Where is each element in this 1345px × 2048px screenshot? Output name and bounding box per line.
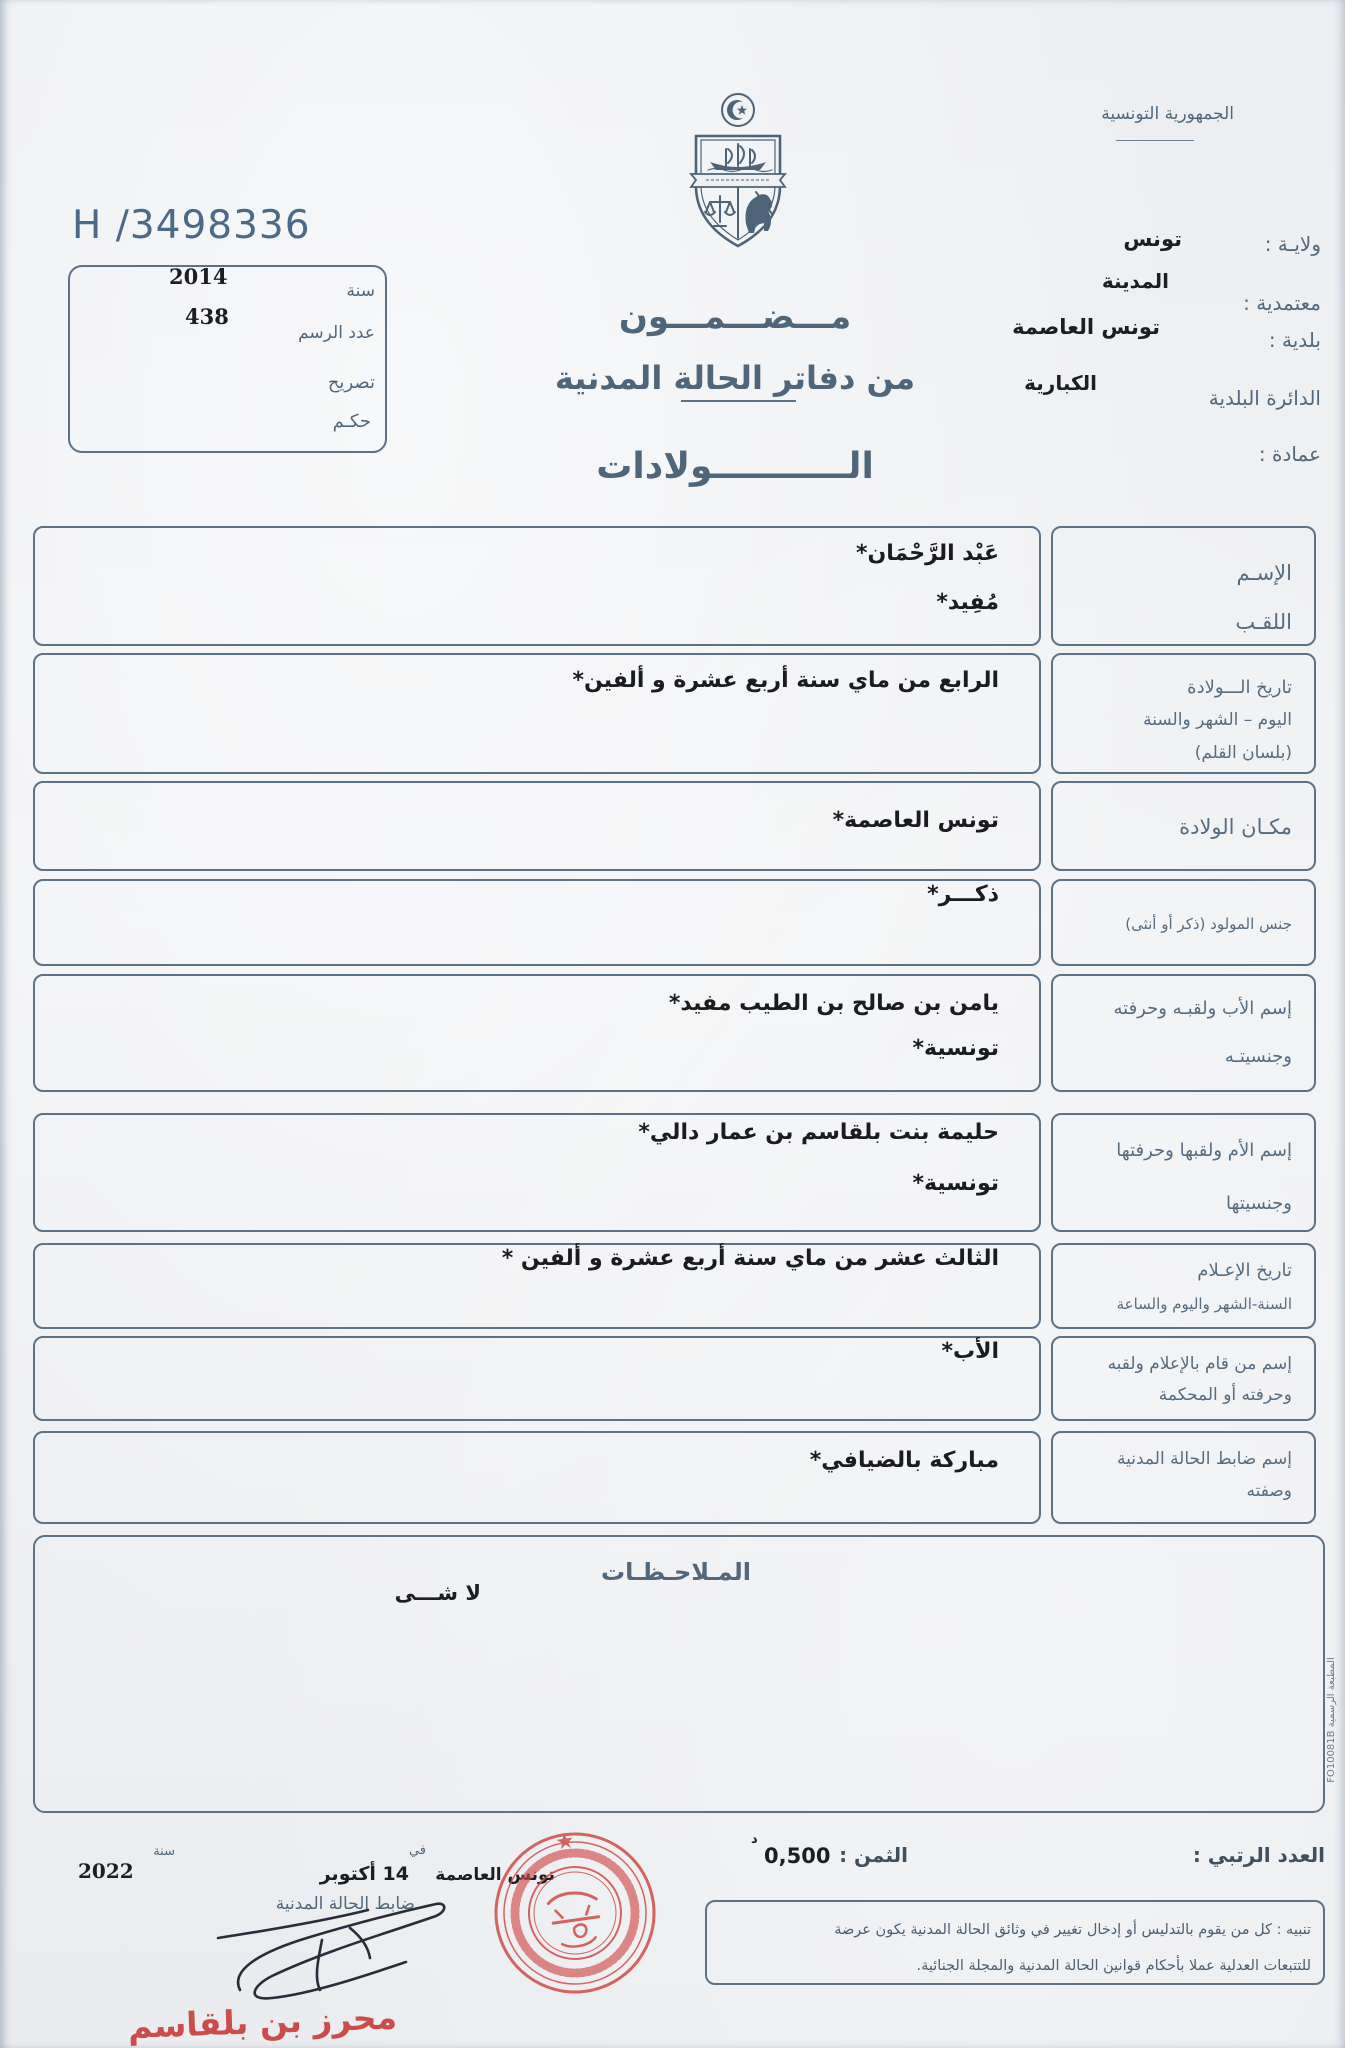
birth-date-value: الرابع من ماي سنة أربع عشرة و ألفين* (572, 668, 999, 693)
delegation-label: معتمدية : (1243, 291, 1321, 315)
field-birth-place-value-box (33, 781, 1041, 871)
section-title-births: الـــــــــــولادات (596, 446, 874, 487)
field-sex-label-box (1051, 879, 1316, 966)
declarant-value: الأب* (941, 1339, 999, 1364)
first-name-value: عَبْد الرَّحْمَان* (855, 541, 999, 566)
price-label: الثمن : (839, 1843, 908, 1867)
governorate-label: ولايـة : (1264, 232, 1321, 256)
mother-label: إسم الأم ولقبها وحرفتها (1116, 1140, 1292, 1161)
official-stamp (481, 1819, 668, 2006)
father-label: إسم الأب ولقبـه وحرفته (1113, 998, 1292, 1019)
issue-date-prefix: في (408, 1843, 426, 1858)
field-registrar-label-box (1051, 1431, 1316, 1524)
field-birth-date-value-box (33, 653, 1041, 774)
district-value: الكبارية (1024, 371, 1097, 395)
declarant-label: إسم من قام بالإعلام ولقبه (1107, 1354, 1292, 1374)
republic-heading: الجمهورية التونسية (1101, 104, 1234, 124)
field-birth-place-label-box (1051, 781, 1316, 871)
registrar-label: إسم ضابط الحالة المدنية (1117, 1449, 1292, 1469)
mother-nationality-label: وجنسيتها (1226, 1193, 1292, 1214)
issue-place: تونس العاصمة (435, 1865, 555, 1885)
governorate-value: تونس (1123, 227, 1182, 251)
surname-value: مُفِيد* (936, 590, 999, 615)
district-label: الدائرة البلدية (1208, 386, 1321, 410)
heading-underline (1116, 140, 1194, 141)
remarks-box (33, 1535, 1325, 1813)
issue-date: 14 أكتوبر (319, 1863, 409, 1885)
field-declaration-date-label-box (1051, 1243, 1316, 1329)
register-year-label: سنة (346, 281, 375, 301)
field-father-label-box (1051, 974, 1316, 1092)
price-value: 0,500 (764, 1844, 831, 1868)
declaration-date-sublabel: السنة-الشهر واليوم والساعة (1116, 1295, 1292, 1313)
remarks-label: المـلاحـظـات (601, 1558, 751, 1586)
remarks-value: لا شـــى (394, 1581, 481, 1605)
issue-year: 2022 (78, 1859, 134, 1883)
title-registers: من دفاتر الحالة المدنية (554, 359, 916, 397)
sex-value: ذكـــر* (927, 882, 999, 907)
father-nationality-label: وجنسيتـه (1224, 1046, 1292, 1067)
sex-label: جنس المولود (ذكر أو أنثى) (1125, 915, 1292, 933)
officer-name-stamp: محرز بن بلقاسم (127, 1997, 398, 2046)
field-birth-date-label-box (1051, 653, 1316, 774)
mother-nationality-value: تونسية* (912, 1171, 999, 1196)
title-underline (681, 400, 796, 402)
birth-date-note: (بلسان القلم) (1194, 743, 1292, 763)
birth-place-label: مكـان الولادة (1179, 815, 1292, 839)
declaration-label: تصريح (327, 372, 375, 393)
mother-name-value: حليمة بنت بلقاسم بن عمار دالي* (638, 1120, 999, 1145)
issue-year-label: سنة (153, 1844, 175, 1859)
field-mother-value-box (33, 1113, 1041, 1232)
field-name-label-box (1051, 526, 1316, 646)
municipality-label: بلدية : (1268, 328, 1321, 352)
notice-line-2: للتتبعات العدلية عملا بأحكام قوانين الحالة المدنية والمجلة الجنائية. (916, 1958, 1311, 1974)
delegation-value: المدينة (1101, 269, 1169, 293)
register-number-label: عدد الرسم (298, 323, 375, 343)
field-declaration-date-value-box (33, 1243, 1041, 1329)
father-name-value: يامن بن صالح بن الطيب مفيد* (668, 991, 999, 1016)
judgment-label: حكـم (332, 411, 371, 432)
officer-label: ضابط الحالة المدنية (275, 1894, 415, 1914)
imada-label: عمادة : (1258, 442, 1321, 466)
field-sex-value-box (33, 879, 1041, 966)
serial-number-label: العدد الرتبي : (1192, 1843, 1325, 1867)
field-mother-label-box (1051, 1113, 1316, 1232)
birth-place-value: تونس العاصمة* (832, 808, 999, 833)
field-declarant-value-box (33, 1336, 1041, 1421)
officer-signature (200, 1880, 460, 2010)
father-nationality-value: تونسية* (912, 1036, 999, 1061)
register-number: 438 (185, 304, 229, 329)
printer-mark: المطبعة الرسمية FO10081B (1326, 1657, 1337, 1783)
declaration-date-value: الثالث عشر من ماي سنة أربع عشرة و ألفين * (501, 1246, 999, 1271)
coat-of-arms-emblem (686, 92, 790, 250)
field-father-value-box (33, 974, 1041, 1092)
serial-number: H /3498336 (72, 203, 311, 248)
field-registrar-value-box (33, 1431, 1041, 1524)
field-name-value-box (33, 526, 1041, 646)
first-name-label: الإسـم (1236, 561, 1292, 585)
registrar-value: مباركة بالضيافي* (809, 1448, 999, 1473)
birth-date-label: تاريخ الـــولادة (1187, 677, 1292, 698)
registrar-sublabel: وصفته (1246, 1481, 1292, 1501)
title-content: مـــضـــمـــون (618, 297, 852, 337)
declaration-date-label: تاريخ الإعـلام (1197, 1260, 1292, 1281)
warning-notice-box (705, 1900, 1325, 1985)
price-currency: د (751, 1832, 758, 1847)
notice-line-1: تنبيه : كل من يقوم بالتدليس أو إدخال تغيير في وثائق الحالة المدنية يكون عرضة (834, 1922, 1311, 1938)
municipality-value: تونس العاصمة (1012, 315, 1160, 339)
birth-date-sublabel: اليوم – الشهر والسنة (1143, 710, 1292, 730)
field-declarant-label-box (1051, 1336, 1316, 1421)
surname-label: اللقـب (1235, 610, 1292, 634)
register-year: 2014 (169, 264, 228, 289)
declarant-sublabel: وحرفته أو المحكمة (1158, 1385, 1292, 1405)
